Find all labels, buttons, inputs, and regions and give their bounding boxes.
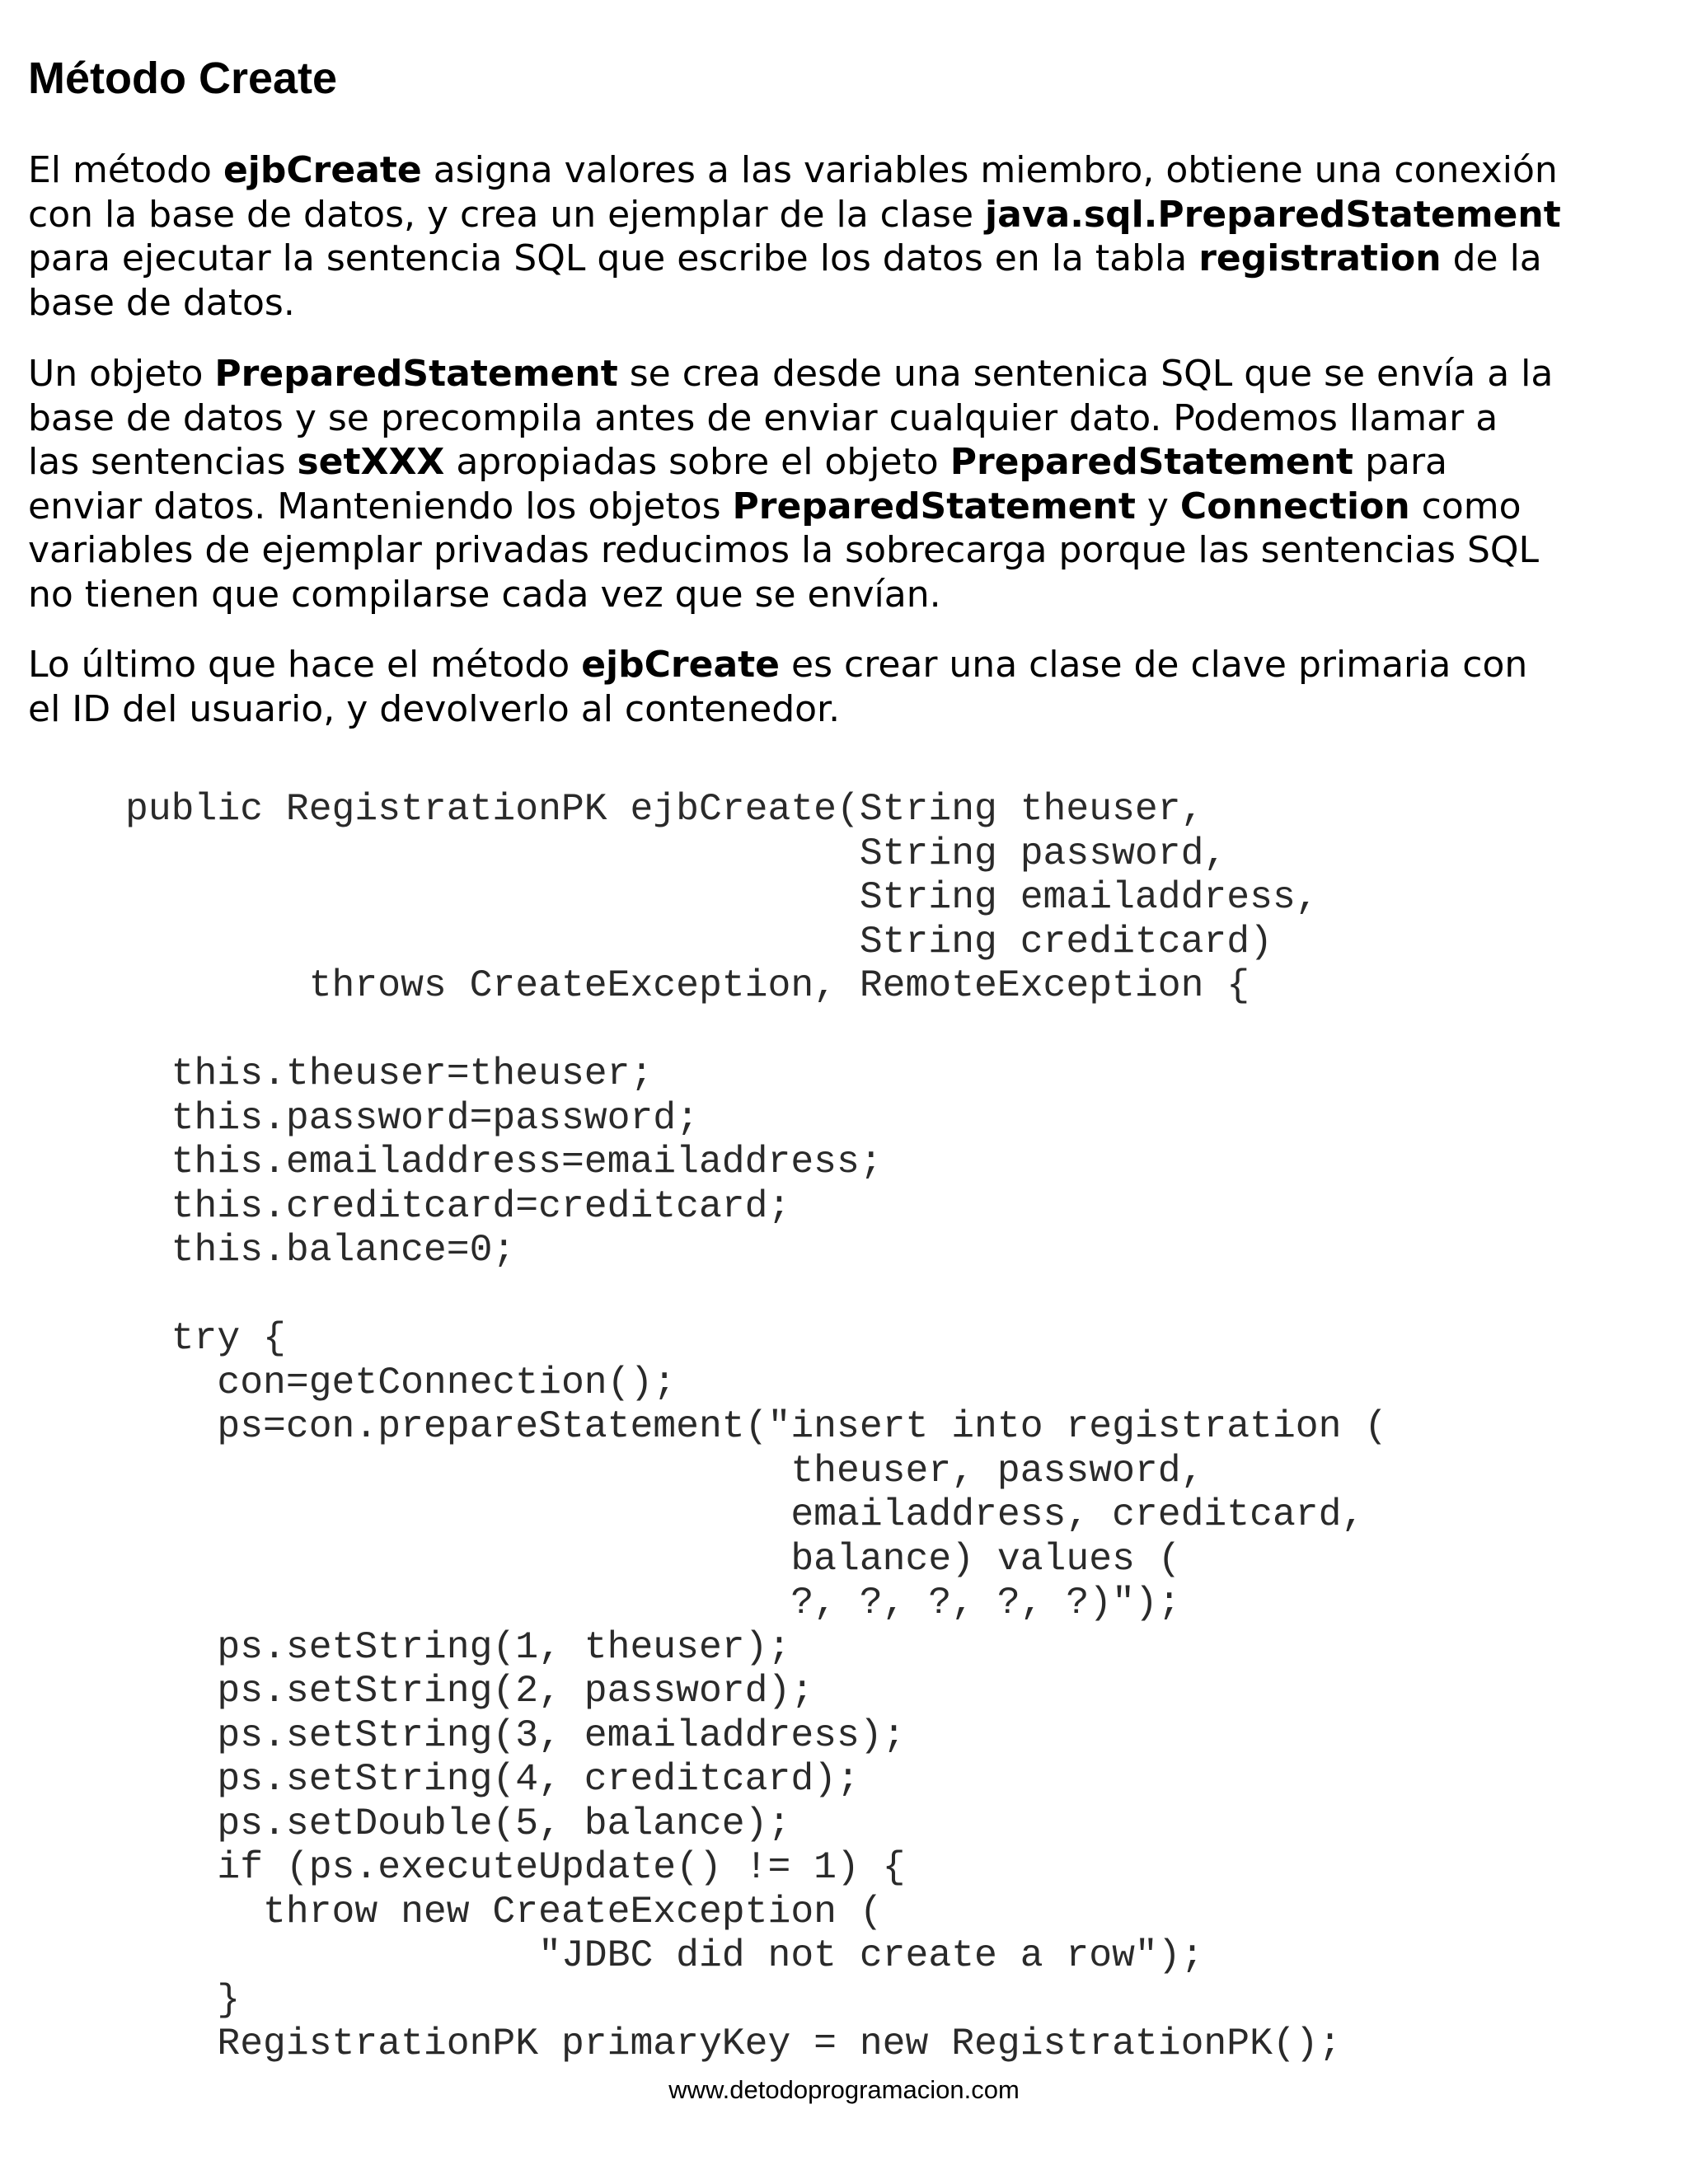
code-line: theuser, password, [125,1448,1204,1493]
code-line: String password, [125,831,1227,875]
text-run: variables de ejemplar privadas reducimos la sobrecarga porque las sentencias SQL [28,529,1540,571]
code-line [125,1008,1387,1052]
code-line: emailaddress, creditcard, [125,1493,1365,1536]
text-run: no tienen que compilarse cada vez que se envían. [28,573,941,616]
code-line: con=getConnection(); [125,1360,677,1404]
code-line: ps.setString(2, password); [125,1669,814,1713]
bold-term: Connection [1179,485,1410,527]
code-line: this.password=password; [125,1095,699,1140]
code-line: try { [125,1316,286,1360]
bold-term: ejbCreate [581,644,781,686]
text-run: Lo último que hace el método [28,644,582,686]
code-line: throws CreateException, RemoteException { [125,963,1250,1007]
paragraph-3 [28,643,1668,731]
text-run: El método [28,149,223,191]
code-line: RegistrationPK primaryKey = new RegistrationPK(); [125,2022,1342,2065]
code-line: this.creditcard=creditcard; [125,1183,791,1228]
text-run: y [1135,485,1180,527]
paragraph-1 [28,148,1668,325]
text-run: apropiadas sobre el objeto [444,441,950,483]
section-title: Método Create [28,54,338,103]
code-line: "JDBC did not create a row"); [125,1933,1204,1977]
text-run: asigna valores a las variables miembro, obtiene una conexión [421,149,1558,191]
paragraph-line [28,193,1668,237]
text-run: con la base de datos, y crea un ejemplar de la clase [28,193,986,236]
paragraph-line [28,148,1668,193]
text-run: se crea desde una sentenica SQL que se envía a la [617,353,1554,395]
paragraph-2 [28,352,1668,616]
code-line: public RegistrationPK ejbCreate(String theuser, [125,787,1204,831]
text-run: es crear una clase de clave primaria con [780,644,1528,686]
text-run: para [1353,441,1448,483]
code-line: ?, ?, ?, ?, ?)"); [125,1581,1181,1624]
bold-term: registration [1198,237,1442,279]
paragraph-line [28,396,1668,441]
code-line: throw new CreateException ( [125,1889,883,1933]
code-line: this.emailaddress=emailaddress; [125,1140,883,1183]
code-line: if (ps.executeUpdate() != 1) { [125,1845,906,1889]
paragraph-line [28,237,1668,281]
bold-term: setXXX [297,441,445,483]
code-line: } [125,1977,241,2022]
text-run: las sentencias [28,441,298,483]
paragraph-line [28,528,1668,573]
bold-term: PreparedStatement [950,441,1354,483]
text-run: para ejecutar la sentencia SQL que escribe los datos en la tabla [28,237,1199,279]
text-run: base de datos y se precompila antes de enviar cualquier dato. Podemos llamar a [28,396,1498,439]
text-run: enviar datos. Manteniendo los objetos [28,485,733,527]
code-line: ps=con.prepareStatement("insert into registration ( [125,1404,1388,1448]
code-line: String creditcard) [125,919,1273,963]
bold-term: PreparedStatement [214,353,618,395]
paragraph-line [28,281,1668,326]
text-run: base de datos. [28,281,295,324]
code-block [125,787,1387,2066]
bold-term: java.sql.PreparedStatement [985,193,1561,236]
code-line [125,1272,1387,1317]
paragraph-line [28,643,1668,687]
code-line: ps.setDouble(5, balance); [125,1801,791,1845]
bold-term: PreparedStatement [732,485,1136,527]
paragraph-line [28,352,1668,396]
footer-url: www.detodoprogramacion.com [668,2075,1020,2104]
paragraph-line [28,485,1668,529]
bold-term: ejbCreate [223,149,422,191]
text-run: el ID del usuario, y devolverlo al contenedor. [28,687,841,730]
code-line: String emailaddress, [125,875,1319,919]
paragraph-line [28,687,1668,732]
text-run: Un objeto [28,353,215,395]
code-line: this.balance=0; [125,1228,516,1272]
paragraph-line [28,573,1668,617]
paragraph-line [28,440,1668,485]
code-line: this.theuser=theuser; [125,1052,654,1095]
code-line: balance) values ( [125,1536,1181,1581]
text-run: de la [1441,237,1542,279]
text-run: como [1409,485,1522,527]
code-line: ps.setString(3, emailaddress); [125,1713,906,1757]
code-line: ps.setString(1, theuser); [125,1624,791,1669]
code-line: ps.setString(4, creditcard); [125,1757,860,1801]
